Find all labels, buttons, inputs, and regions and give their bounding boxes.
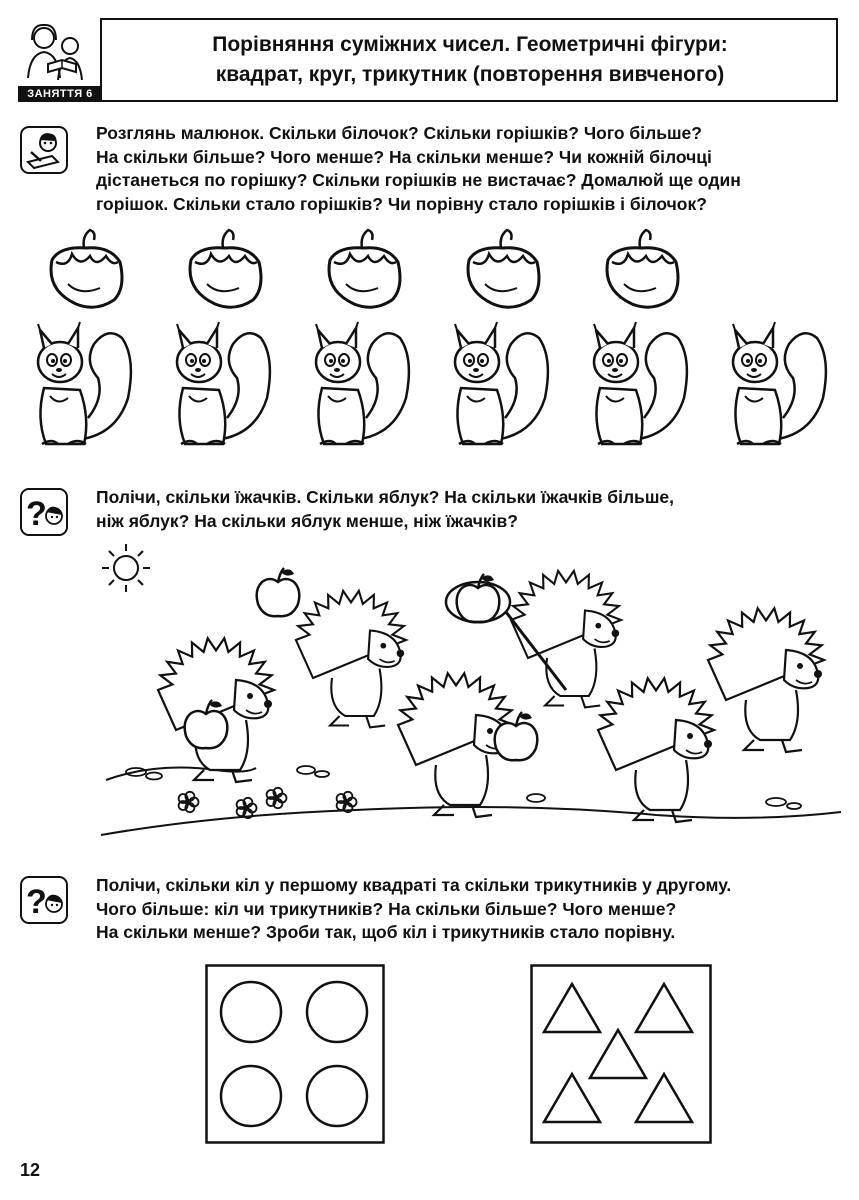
circle-shape: [307, 982, 367, 1042]
triangle-shape: [636, 984, 692, 1032]
triangle-shape: [636, 1074, 692, 1122]
page-title: [110, 30, 830, 90]
hedgehog-icon: [598, 678, 714, 822]
task-3-line: Полічи, скільки кіл у першому квадраті та скільки трикутників у другому.: [96, 875, 732, 895]
apple-icon: [257, 568, 300, 616]
squirrels-row: [0, 318, 859, 458]
question-mark-icon: [22, 490, 66, 534]
squirrel-icon: [455, 322, 548, 444]
circles-figure: [205, 964, 385, 1144]
circles-square: [205, 964, 385, 1144]
nuts-row: [0, 228, 859, 310]
hedgehogs-scene: [96, 540, 846, 850]
title-line-2: квадрат, круг, трикутник (повторення вивченого): [215, 63, 725, 86]
task-1-line: На скільки більше? Чого менше? На скільки менше? Чи кожній білочці: [96, 146, 712, 167]
task-3-icon: [20, 876, 68, 924]
squirrel-icon: [594, 322, 687, 444]
squirrels-illustration: [0, 318, 859, 458]
squirrel-icon: [316, 322, 409, 444]
task-2-line: Полічи, скільки їжачків. Скільки яблук? На скільки їжачків більше,: [96, 487, 674, 507]
task-3-line: Чого більше: кіл чи трикутників? На скільки більше? Чого менше?: [96, 898, 677, 919]
nut-icon: [51, 230, 122, 307]
task-3-line: На скільки менше? Зроби так, щоб кіл і трикутників стало порівну.: [96, 922, 676, 942]
lesson-label: ЗАНЯТТЯ 6: [18, 86, 102, 102]
task-1-line: Розглянь малюнок. Скільки білочок? Скільки горішків? Чого більше?: [96, 123, 702, 143]
task-1-text: [96, 122, 741, 216]
title-line-1: Порівняння суміжних чисел. Геометричні фігури:: [212, 33, 728, 56]
hedgehogs-illustration: [96, 540, 846, 850]
triangle-shape: [590, 1030, 646, 1078]
circle-shape: [221, 1066, 281, 1126]
flower-icon: [267, 788, 287, 808]
nut-icon: [607, 230, 678, 307]
flower-icon: [179, 792, 199, 812]
svg-text:?: ?: [26, 495, 47, 533]
boy-writing-icon: [22, 128, 66, 172]
nut-icon: [468, 230, 539, 307]
task-2-text: [96, 486, 674, 533]
triangles-figure: [530, 964, 712, 1144]
question-mark-icon: [22, 878, 66, 922]
task-3-text: [96, 874, 731, 945]
task-1-icon: [20, 126, 68, 174]
squirrel-icon: [177, 322, 270, 444]
triangle-shape: [544, 1074, 600, 1122]
hedgehog-icon: [296, 591, 406, 728]
task-1-line: горішок. Скільки стало горішків? Чи порівну стало горішків і білочок?: [96, 193, 707, 214]
squirrel-icon: [38, 322, 131, 444]
task-2-icon: [20, 488, 68, 536]
family-reading-icon: [18, 18, 98, 84]
circle-shape: [307, 1066, 367, 1126]
triangles-square: [530, 964, 712, 1144]
triangle-shape: [544, 984, 600, 1032]
nut-icon: [190, 230, 261, 307]
sun-icon: [102, 544, 150, 592]
squirrel-icon: [733, 322, 826, 444]
task-1-line: дістанеться по горішку? Скільки горішків не вистачає? Домалюй ще один: [96, 170, 741, 190]
task-2-line: ніж яблук? На скільки яблук менше, ніж їжачків?: [96, 510, 518, 531]
svg-text:?: ?: [26, 883, 47, 921]
hedgehog-icon: [708, 608, 824, 752]
nut-icon: [329, 230, 400, 307]
nuts-illustration: [0, 228, 859, 310]
circle-shape: [221, 982, 281, 1042]
page-number: 12: [20, 1160, 41, 1180]
